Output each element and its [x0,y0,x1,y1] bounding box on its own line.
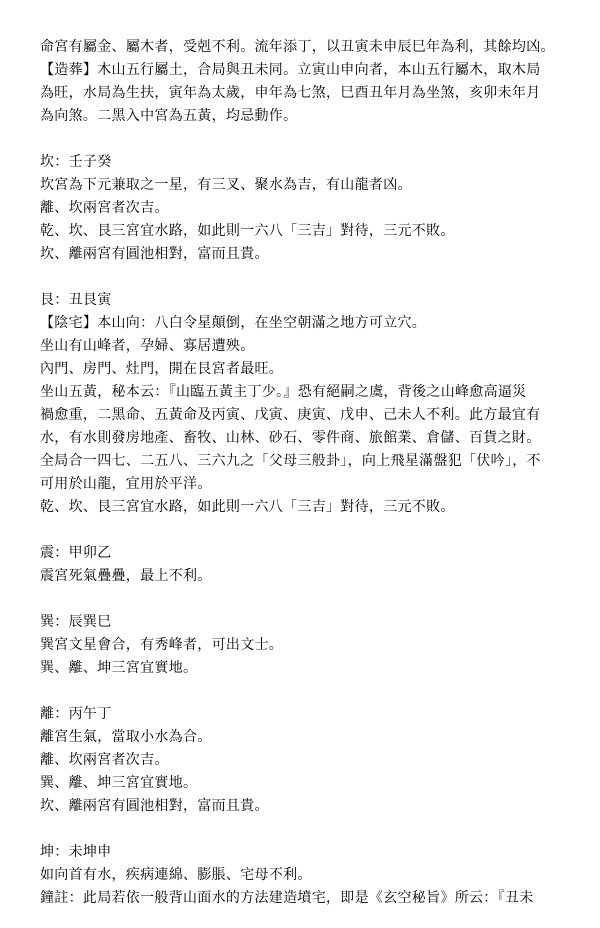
text-line: 【陰宅】本山向：八白令星顛倒，在坐空朝滿之地方可立穴。 [40,315,427,331]
text-line: 坎、離兩宮有圓池相對，富而且貴。 [40,246,269,262]
text-line: 【造葬】木山五行屬土，合局與丑未同。立寅山申向者，本山五行屬木，取木局 [40,62,541,78]
text-line: 巽、離、坤三宮宜實地。 [40,775,198,791]
blank-line [40,128,585,151]
text-line: 離、坎兩宮者次吉。 [40,752,169,768]
text-line: 坎、離兩宮有圓池相對，富而且貴。 [40,798,269,814]
text-line: 離宮生氣，當取小水為合。 [40,729,212,745]
text-line: 震宮死氣疊疊，最上不利。 [40,568,212,584]
text-line: 巽：辰巽巳 [40,614,112,630]
text-line: 離、坎兩宮者次吉。 [40,200,169,216]
text-line: 乾、坎、艮三宮宜水路，如此則一六八「三吉」對待，三元不敗。 [40,223,455,239]
text-line: 乾、坎、艮三宮宜水路，如此則一六八「三吉」對待，三元不敗。 [40,499,455,515]
text-line: 為向煞。二黑入中宮為五黃，均忌動作。 [40,108,298,124]
blank-line [40,266,585,289]
text-line: 命宮有屬金、屬木者，受剋不利。流年添丁，以丑寅未申辰巳年為利，其餘均凶。 [40,39,555,55]
blank-line [40,818,585,841]
text-line: 水，有水則發房地產、畜牧、山林、砂石、零件商、旅館業、倉儲、百貨之財。 [40,430,541,446]
document-body [40,36,585,910]
text-line: 為旺，水局為生扶，寅年為太歲，申年為七煞，巳酉丑年月為坐煞，亥卯未年月 [40,85,541,101]
text-line: 可用於山龍，宜用於平洋。 [40,476,212,492]
text-line: 巽、離、坤三宮宜實地。 [40,660,198,676]
text-line: 巽宮文星會合，有秀峰者，可出文士。 [40,637,284,653]
text-line: 坎：壬子癸 [40,154,112,170]
text-line: 坎宮為下元兼取之一星，有三叉、聚水為吉，有山龍者凶。 [40,177,412,193]
blank-line [40,519,585,542]
blank-line [40,588,585,611]
text-line: 如向首有水，疾病連綿、膨脹、宅母不利。 [40,867,312,883]
blank-line [40,680,585,703]
text-line: 震：甲卯乙 [40,545,112,561]
text-line: 全局合一四七、二五八、三六九之「父母三般卦」，向上飛星滿盤犯「伏吟」，不 [40,453,541,469]
text-line: 禍愈重，二黑命、五黃命及丙寅、戊寅、庚寅、戊申、己未人不利。此方最宜有 [40,407,541,423]
text-line: 內門、房門、灶門，開在艮宮者最旺。 [40,361,284,377]
text-line: 離：丙午丁 [40,706,112,722]
text-line: 艮：丑艮寅 [40,292,112,308]
text-line: 坐山五黃，秘本云：『山臨五黃主丁少。』恐有絕嗣之虞，背後之山峰愈高逼災 [40,384,527,400]
text-line: 鐘註：此局若依一般背山面水的方法建造墳宅，即是《玄空秘旨》所云：『丑未 [40,890,534,906]
text-line: 坤：未坤申 [40,844,112,860]
text-line: 坐山有山峰者，孕婦、寡居遭殃。 [40,338,255,354]
